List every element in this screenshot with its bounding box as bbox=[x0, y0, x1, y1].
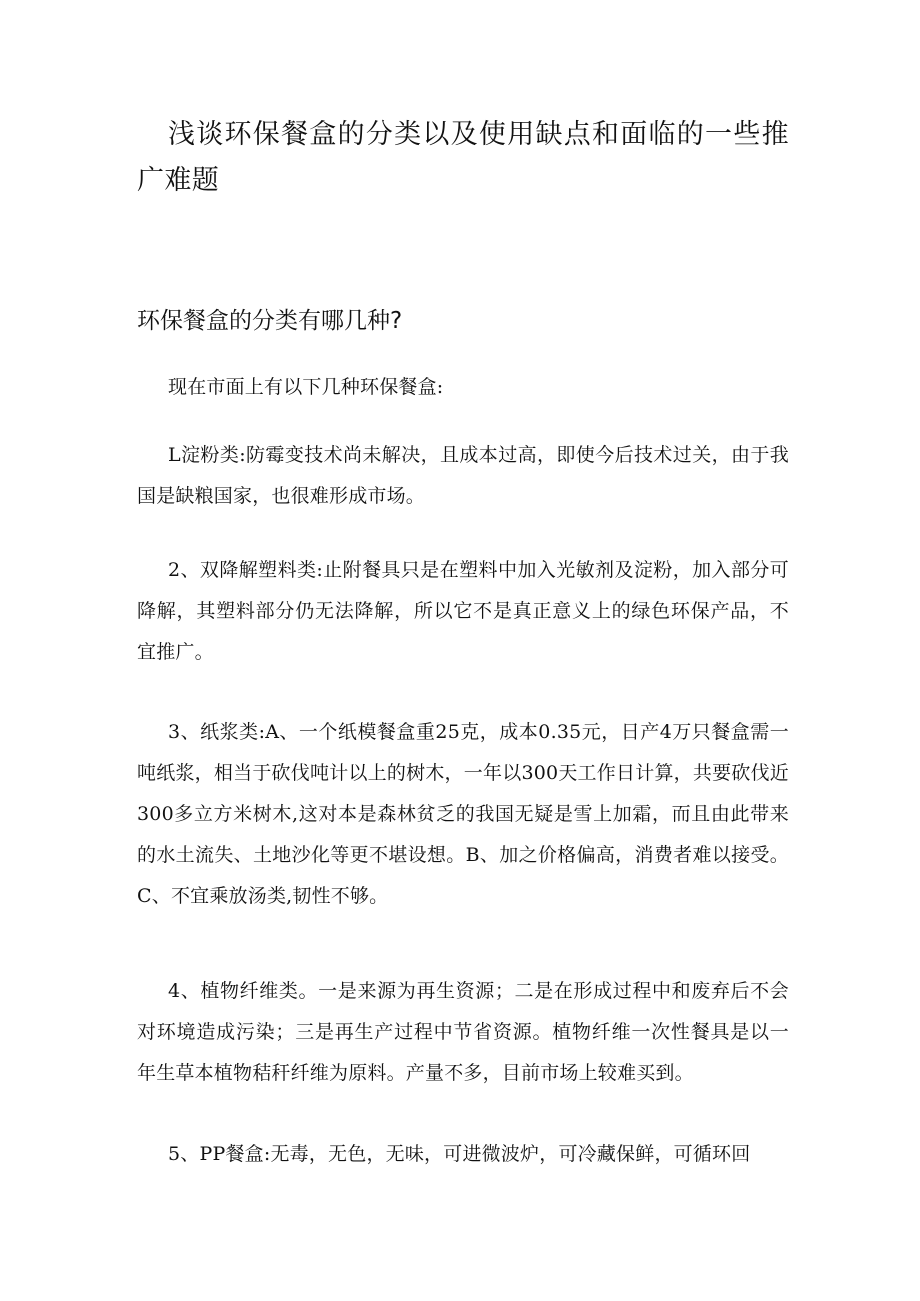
paragraph-pp-box: 5、PP餐盒:无毒，无色，无味，可进微波炉，可冷藏保鲜，可循环回 bbox=[168, 1143, 751, 1165]
section-heading: 环保餐盒的分类有哪几种? bbox=[137, 308, 403, 334]
paragraph-paper-pulp: 3、纸浆类:A、一个纸模餐盒重25克，成本0.35元，日产4万只餐盒需一吨纸浆，相当于砍伐吨计以上的树木，一年以300天工作日计算，共要砍伐近300多立方米树木,这对本是森林贫乏的我国无疑是雪上加霜，而且由此带来的水土流失、土地沙化等更不堪设想。B、加之价格偏高，消费者难以接受。C、不宜乘放汤类,韧性不够。 bbox=[137, 721, 789, 907]
paragraph-starch: L淀粉类:防霉变技术尚未解决，且成本过高，即使今后技术过关，由于我国是缺粮国家，也很难形成市场。 bbox=[137, 444, 789, 507]
paragraph-plant-fiber: 4、植物纤维类。一是来源为再生资源；二是在形成过程中和废弃后不会对环境造成污染；三是再生产过程中节省资源。植物纤维一次性餐具是以一年生草本植物秸秆纤维为原料。产量不多，目前市场上较难买到。 bbox=[137, 980, 789, 1084]
intro-paragraph: 现在市面上有以下几种环保餐盒: bbox=[168, 376, 444, 398]
document-title: 浅谈环保餐盒的分类以及使用缺点和面临的一些推广难题 bbox=[137, 119, 789, 196]
paragraph-double-degradable-plastic: 2、双降解塑料类:止附餐具只是在塑料中加入光敏剂及淀粉，加入部分可降解，其塑料部分仍无法降解，所以它不是真正意义上的绿色环保产品，不宜推广。 bbox=[137, 559, 789, 663]
